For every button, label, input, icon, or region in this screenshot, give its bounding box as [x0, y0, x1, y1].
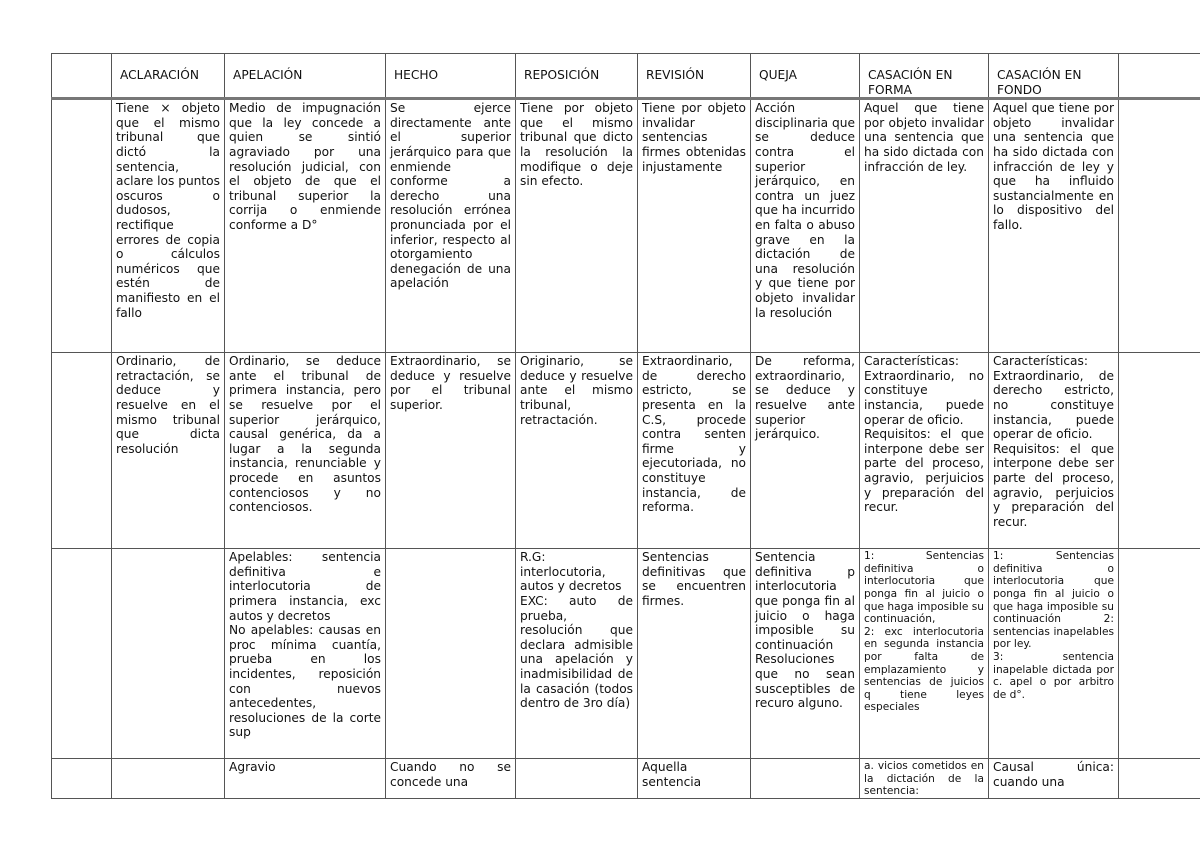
table-cell: Tiene por objeto invalidar sentencias firmes obtenidas injustamente [638, 99, 751, 353]
header-reposicion: REPOSICIÓN [516, 54, 638, 99]
header-revision: REVISIÓN [638, 54, 751, 99]
header-cell-blank [52, 54, 112, 99]
table-cell: Características: Extraordinario, de derecho estricto, no constituye instancia, puede operar de oficio. Requisitos: el que interpone debe ser parte del proceso, agravio, perjuicios y preparación del recur. [989, 353, 1119, 549]
table-cell [1119, 353, 1200, 549]
table-row-definicion [52, 99, 1200, 353]
table-cell [52, 549, 112, 759]
header-cell-edge [1119, 54, 1200, 99]
table-cell: De reforma, extraordinario, se deduce y resuelve ante superior jerárquico. [751, 353, 860, 549]
table-cell: Extraordinario, se deduce y resuelve por el tribunal superior. [386, 353, 516, 549]
table-cell: Extraordinario, de derecho estricto, se presenta en la C.S, procede contra senten firme y ejecutoriada, no constituye instancia, de reforma. [638, 353, 751, 549]
table-cell [516, 759, 638, 799]
table-cell: Características: Extraordinario, no constituye instancia, puede operar de oficio. Requisitos: el que interpone debe ser parte del proceso, agravio, perjuicios y preparación del recur. [860, 353, 989, 549]
table-cell [1119, 759, 1200, 799]
table-cell: Aquel que tiene por objeto invalidar una sentencia que ha sido dictada con infracción de ley. [860, 99, 989, 353]
header-apelacion: APELACIÓN [225, 54, 386, 99]
table-cell: R.G: interlocutoria, autos y decretos EXC: auto de prueba, resolución que declara admisible una apelación y inadmisibilidad de la casación (todos dentro de 3ro día) [516, 549, 638, 759]
table-cell: Tiene por objeto que el mismo tribunal que dicto la resolución la modifique o deje sin efecto. [516, 99, 638, 353]
table-cell [52, 99, 112, 353]
table-cell [112, 549, 225, 759]
header-aclaracion: ACLARACIÓN [112, 54, 225, 99]
table-cell: Tiene × objeto que el mismo tribunal que dictó la sentencia, aclare los puntos oscuros o dudosos, rectifique errores de copia o cálculos numéricos que estén de manifiesto en el fallo [112, 99, 225, 353]
header-casacion-forma: CASACIÓN EN FORMA [860, 54, 989, 99]
table-cell [1119, 99, 1200, 353]
table-cell [1119, 549, 1200, 759]
table-cell: Medio de impugnación que la ley concede a quien se sintió agraviado por una resolución judicial, con el objeto de que el tribunal superior la corrija o enmiende conforme a D° [225, 99, 386, 353]
header-casacion-fondo: CASACIÓN EN FONDO [989, 54, 1119, 99]
table-cell: 1: Sentencias definitiva o interlocutoria que ponga fin al juicio o que haga imposible su continuación, 2: exc interlocutoria en segunda instancia por falta de emplazamiento y sentencias de juicios q tiene leyes especiales [860, 549, 989, 759]
table-cell [751, 759, 860, 799]
table-cell: a. vicios cometidos en la dictación de la sentencia: [860, 759, 989, 799]
header-hecho: HECHO [386, 54, 516, 99]
table-cell: Agravio [225, 759, 386, 799]
table-cell [52, 353, 112, 549]
table-cell: Acción disciplinaria que se deduce contra el superior jerárquico, en contra un juez que ha incurrido en falta o abuso grave en la dictación de una resolución y que tiene por objeto invalidar la resolución [751, 99, 860, 353]
table-cell: Aquel que tiene por objeto invalidar una sentencia que ha sido dictada con infracción de ley y que ha influido sustancialmente en lo dispositivo del fallo. [989, 99, 1119, 353]
table-cell: Ordinario, de retractación, se deduce y resuelve en el mismo tribunal que dicta resolución [112, 353, 225, 549]
table-row-caracteristicas [52, 353, 1200, 549]
table-cell: Sentencias definitivas que se encuentren firmes. [638, 549, 751, 759]
table-row-causales [52, 759, 1200, 799]
table-cell: Aquella sentencia [638, 759, 751, 799]
table-cell [112, 759, 225, 799]
table-cell: Sentencia definitiva p interlocutoria que ponga fin al juicio o haga imposible su continuación Resoluciones que no sean susceptibles de recuro alguno. [751, 549, 860, 759]
table-cell: Ordinario, se deduce ante el tribunal de primera instancia, pero se resuelve por el superior jerárquico, causal genérica, da a lugar a la segunda instancia, renunciable y procede en asuntos contenciosos y no contenciosos. [225, 353, 386, 549]
table-cell: Cuando no se concede una [386, 759, 516, 799]
table-cell [386, 549, 516, 759]
table-cell: 1: Sentencias definitiva o interlocutoria que ponga fin al juicio o que haga imposible su continuación 2: sentencias inapelables por ley. 3: sentencia inapelable dictada por c. apel o por arbitro de d°. [989, 549, 1119, 759]
header-queja: QUEJA [751, 54, 860, 99]
table-cell: Apelables: sentencia definitiva e interlocutoria de primera instancia, exc autos y decretos No apelables: causas en proc mínima cuantía, prueba en los incidentes, reposición con nuevos antecedentes, resoluciones de la corte sup [225, 549, 386, 759]
header-row [52, 54, 1200, 99]
table-cell: Causal única: cuando una [989, 759, 1119, 799]
table-cell: Originario, se deduce y resuelve ante el mismo tribunal, retractación. [516, 353, 638, 549]
recursos-table [51, 53, 1200, 799]
table-row-procedencia [52, 549, 1200, 759]
table-cell [52, 759, 112, 799]
table-cell: Se ejerce directamente ante el superior jerárquico para que enmiende conforme a derecho una resolución errónea pronunciada por el inferior, respecto al otorgamiento denegación de una apelación [386, 99, 516, 353]
